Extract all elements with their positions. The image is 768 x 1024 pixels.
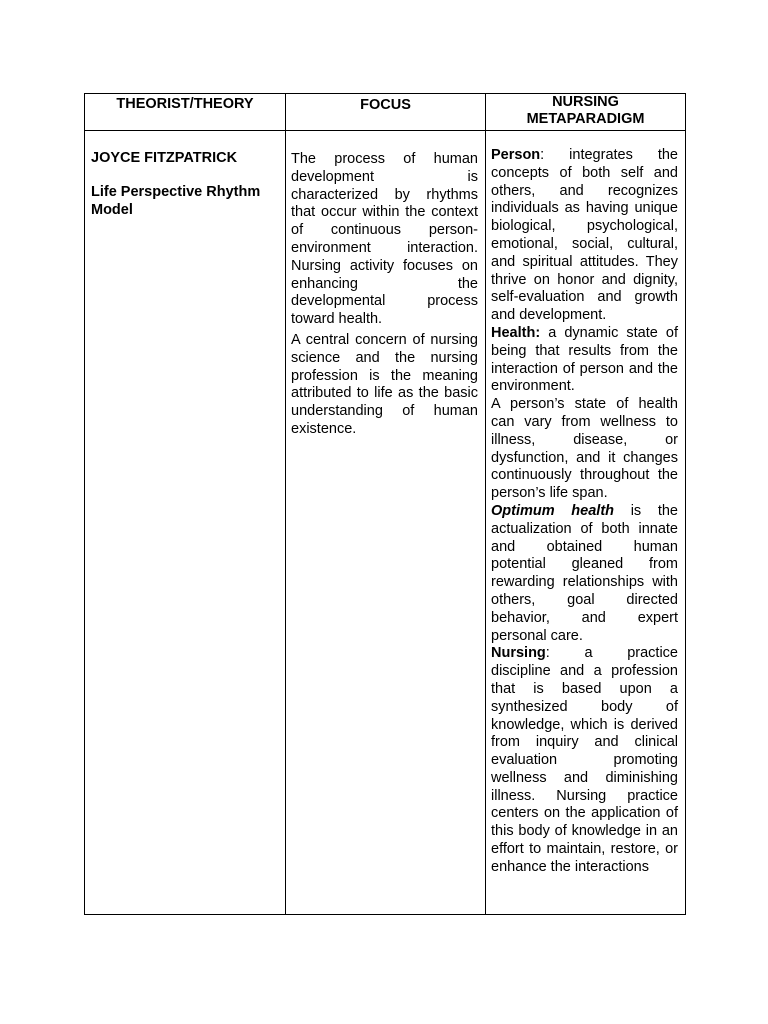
focus-paragraph-2: A central concern of nursing science and the nursing profession is the meaning attributed to life as the basic understanding of human existence.	[291, 331, 478, 437]
header-metaparadigm-line1: NURSING	[552, 94, 619, 110]
theorist-cell	[91, 131, 279, 914]
theory-name-line1: Life Perspective Rhythm	[91, 183, 261, 200]
header-focus	[286, 94, 485, 130]
focus-cell	[291, 131, 478, 914]
theory-name-line2: Model	[91, 201, 133, 218]
theorist-name: JOYCE FITZPATRICK	[91, 150, 238, 166]
person-definition	[491, 147, 678, 325]
health-text: a dynamic state of being that results from the interaction of person and the environment.	[491, 324, 678, 395]
nursing-text: : a practice discipline and a profession that is based upon a synthesized body of knowledge, which is derived from inquiry and clinical evaluation promoting wellness and diminishing illness. Nursing practice centers on the application of this body of knowledge in an effort to maintain, restore, or enhance the interactions	[491, 645, 678, 875]
metaparadigm-cell	[491, 131, 678, 914]
focus-paragraph-1: The process of human development is characterized by rhythms that occur within the context of continuous person-environment interaction. Nursing activity focuses on enhancing the developmental process toward health.	[291, 151, 478, 328]
optimum-health-text: is the actualization of both innate and obtained human potential gleaned from rewarding relationships with others, goal directed behavior, and expert personal care.	[491, 502, 678, 644]
person-text: : integrates the concepts of both self and others, and recognizes individuals as having unique biological, psychological, emotional, social, cultural, and spiritual attitudes. They thrive on honor and dignity, self-evaluation and growth and development.	[491, 147, 678, 324]
header-focus-label: FOCUS	[360, 97, 411, 113]
person-label: Person	[491, 147, 541, 163]
header-theorist-theory-label: THEORIST/THEORY	[116, 96, 254, 112]
health-variation-text: A person’s state of health can vary from wellness to illness, disease, or dysfunction, and it changes continuously throughout the person’s life span.	[491, 396, 678, 502]
nursing-label: Nursing	[491, 645, 546, 662]
health-definition	[491, 325, 678, 396]
health-label: Health:	[491, 324, 541, 341]
nursing-definition	[491, 645, 678, 876]
optimum-health-definition	[491, 503, 678, 645]
theory-table	[84, 93, 686, 915]
header-nursing-metaparadigm	[486, 94, 685, 130]
header-metaparadigm-line2: METAPARADIGM	[526, 111, 645, 127]
theory-name	[91, 184, 279, 220]
optimum-health-label: Optimum health	[491, 502, 615, 519]
column-divider	[285, 94, 286, 914]
column-divider	[485, 94, 486, 914]
header-theorist-theory	[85, 94, 285, 130]
